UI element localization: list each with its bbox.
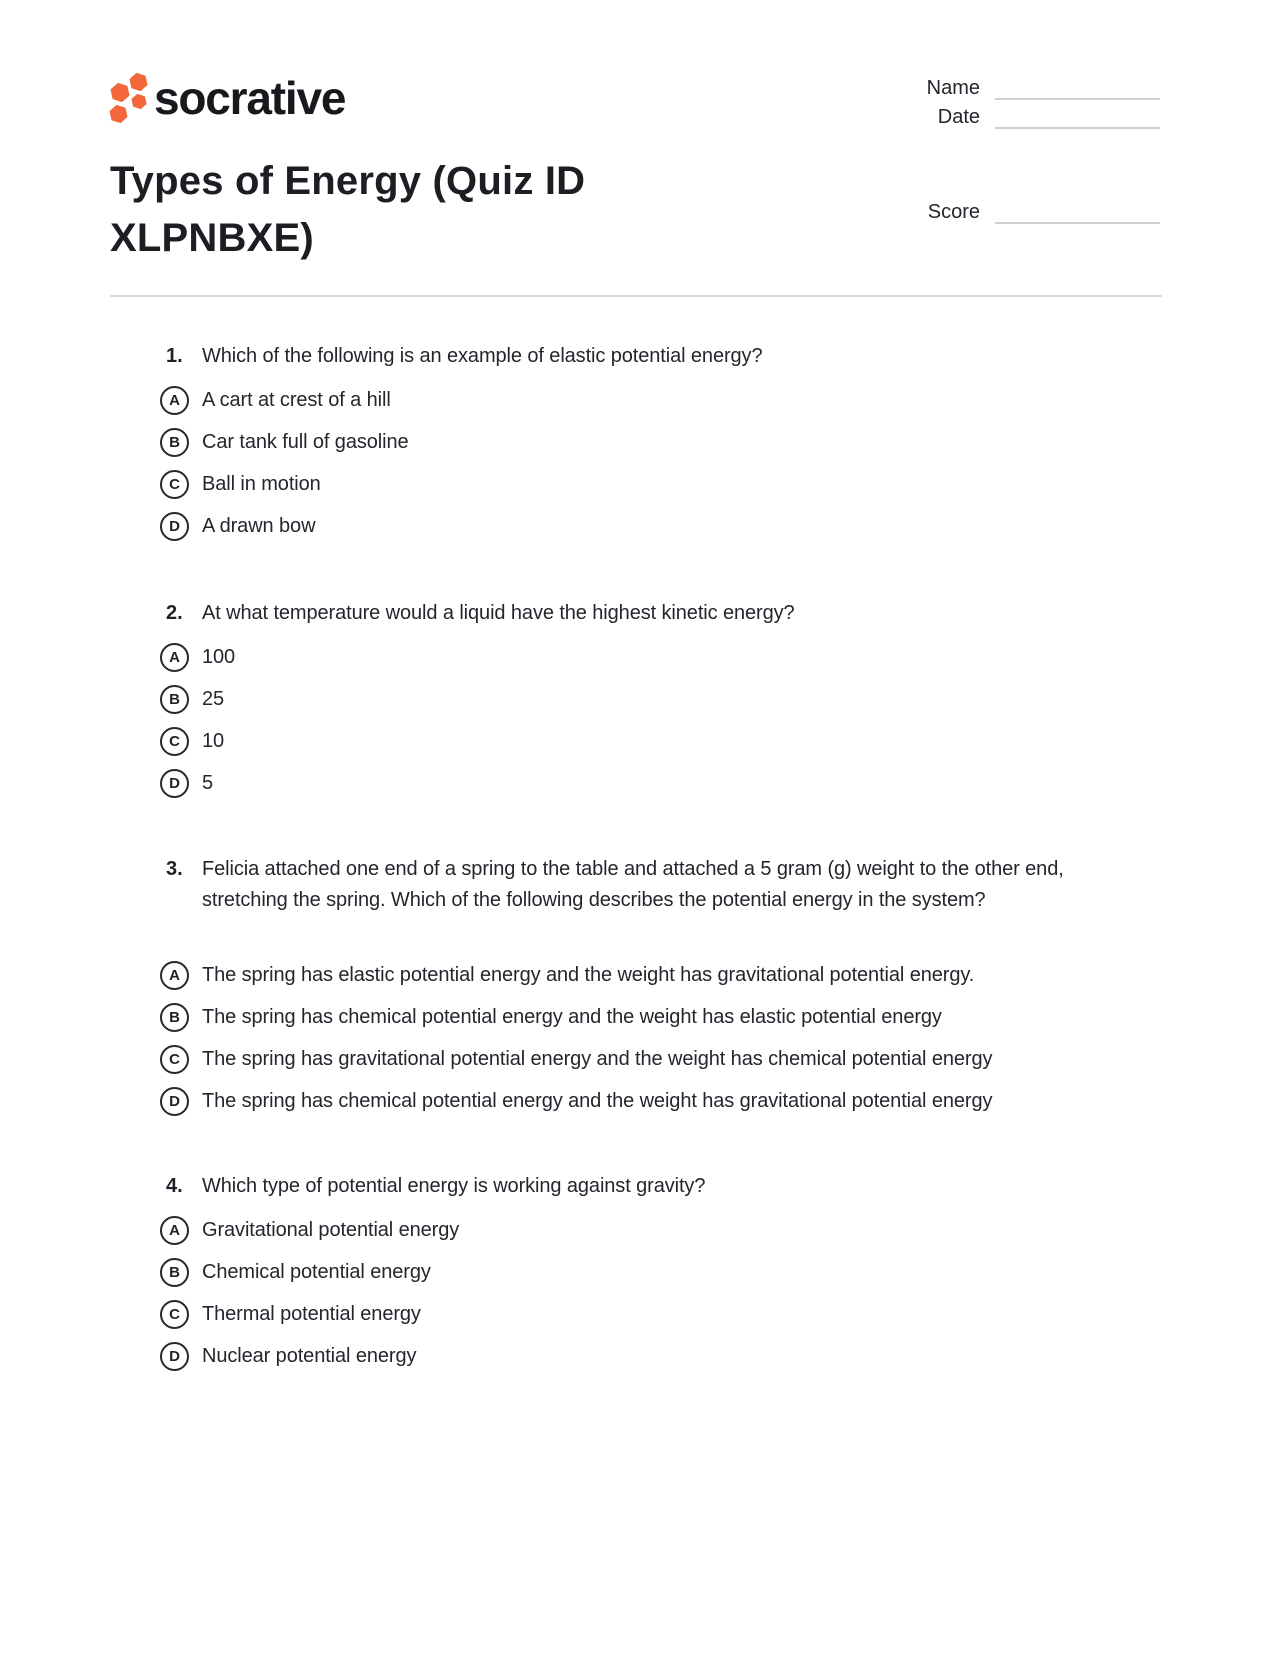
- option-row: [160, 1045, 1160, 1074]
- socrative-logo: [108, 70, 345, 126]
- option-text: Chemical potential energy: [202, 1261, 431, 1283]
- option-row: [160, 727, 1160, 756]
- option-text: The spring has elastic potential energy and the weight has gravitational potential energy.: [202, 964, 975, 986]
- option-letter-badge: C: [160, 727, 189, 756]
- option-row: [160, 1087, 1160, 1116]
- question-text: Which type of potential energy is working against gravity?: [202, 1175, 706, 1197]
- score-label: Score: [927, 201, 980, 223]
- option-row: [160, 643, 1160, 672]
- option-row: [160, 769, 1160, 798]
- option-text: Thermal potential energy: [202, 1303, 421, 1325]
- name-label: Name: [926, 77, 980, 99]
- option-letter-badge: B: [160, 428, 189, 457]
- question-number: 4.: [166, 1175, 183, 1197]
- option-letter-badge: D: [160, 1342, 189, 1371]
- option-letter-badge: B: [160, 1258, 189, 1287]
- option-letter-badge: D: [160, 769, 189, 798]
- name-field-row: [927, 72, 1160, 100]
- score-field-row: [928, 196, 1160, 224]
- logo-hexagon-icon: [107, 103, 131, 126]
- question-block: [160, 341, 1160, 554]
- option-row: [160, 1300, 1160, 1329]
- question-number: 3.: [166, 858, 183, 880]
- option-row: [160, 470, 1160, 499]
- option-letter-badge: A: [160, 386, 189, 415]
- option-letter-badge: C: [160, 470, 189, 499]
- option-letter-badge: C: [160, 1045, 189, 1074]
- date-blank-line[interactable]: [995, 101, 1160, 129]
- logo-hexagon-icon: [108, 80, 133, 104]
- question-text: Felicia attached one end of a spring to the table and attached a 5 gram (g) weight to the other end, stretching the spring. Which of the following describes the potential energy in the system?: [202, 858, 1064, 911]
- option-text: Nuclear potential energy: [202, 1345, 417, 1367]
- option-text: The spring has chemical potential energy and the weight has gravitational potential energy: [202, 1090, 993, 1112]
- option-row: [160, 1258, 1160, 1287]
- question-head: [160, 598, 1160, 643]
- question-text: Which of the following is an example of elastic potential energy?: [202, 345, 763, 367]
- header-divider: [110, 295, 1162, 297]
- option-text: Car tank full of gasoline: [202, 431, 409, 453]
- option-text: A drawn bow: [202, 515, 316, 537]
- option-letter-badge: A: [160, 643, 189, 672]
- option-row: [160, 428, 1160, 457]
- question-number: 2.: [166, 602, 183, 624]
- option-text: A cart at crest of a hill: [202, 389, 391, 411]
- option-letter-badge: A: [160, 961, 189, 990]
- option-text: 100: [202, 646, 236, 668]
- option-row: [160, 386, 1160, 415]
- option-row: [160, 1003, 1160, 1032]
- date-field-row: [938, 101, 1160, 129]
- logo-hexagon-icon: [129, 92, 149, 111]
- socrative-hexagons-icon: [108, 71, 148, 125]
- option-text: The spring has gravitational potential energy and the weight has chemical potential energy: [202, 1048, 993, 1070]
- question-text: At what temperature would a liquid have the highest kinetic energy?: [202, 602, 795, 624]
- brand-wordmark: socrative: [154, 72, 346, 124]
- option-letter-badge: D: [160, 1087, 189, 1116]
- option-text: 10: [202, 730, 225, 752]
- score-blank-line[interactable]: [995, 196, 1160, 224]
- option-text: 5: [202, 772, 214, 794]
- option-text: The spring has chemical potential energy and the weight has elastic potential energy: [202, 1006, 942, 1028]
- option-text: 25: [202, 688, 225, 710]
- page-title: Types of Energy (Quiz ID XLPNBXE): [110, 159, 586, 260]
- option-text: Gravitational potential energy: [202, 1219, 460, 1241]
- option-letter-badge: B: [160, 1003, 189, 1032]
- question-block: [160, 854, 1160, 1129]
- option-row: [160, 512, 1160, 541]
- question-number: 1.: [166, 345, 183, 367]
- option-row: [160, 1216, 1160, 1245]
- question-head: [160, 854, 1160, 961]
- option-letter-badge: A: [160, 1216, 189, 1245]
- option-letter-badge: B: [160, 685, 189, 714]
- question-block: [160, 598, 1160, 811]
- name-blank-line[interactable]: [995, 72, 1160, 100]
- option-row: [160, 685, 1160, 714]
- option-row: [160, 961, 1160, 990]
- option-row: [160, 1342, 1160, 1371]
- option-letter-badge: D: [160, 512, 189, 541]
- question-block: [160, 1171, 1160, 1384]
- question-head: [160, 341, 1160, 386]
- date-label: Date: [937, 106, 980, 128]
- logo-hexagon-icon: [127, 71, 151, 94]
- question-head: [160, 1171, 1160, 1216]
- option-letter-badge: C: [160, 1300, 189, 1329]
- option-text: Ball in motion: [202, 473, 321, 495]
